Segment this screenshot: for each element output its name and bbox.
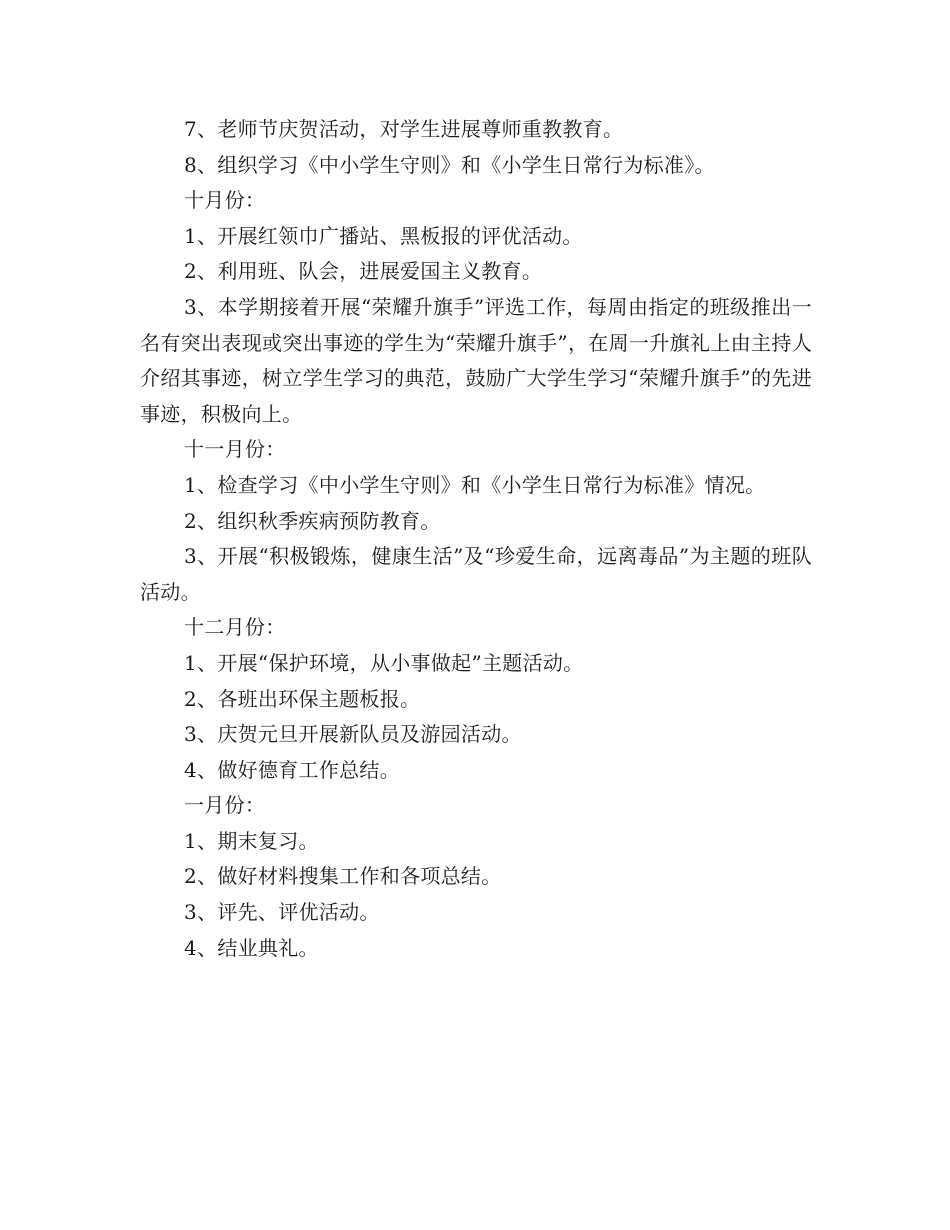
item-teachers-day: 7、老师节庆贺活动，对学生进展尊师重教教育。 [184, 117, 624, 141]
month-heading-october: 十月份： [184, 188, 266, 213]
item-oct-3: 3、本学期接着开展“荣耀升旗手”评选工作，每周由指定的班级推出一名有突出表现或突出事迹的学生为“荣耀升旗手”，在周一升旗礼上由主持人介绍其事迹，树立学生学习的典范，鼓励广大学生学习“荣耀升旗手”的先进事迹，积极向上。 [140, 294, 812, 426]
item-dec-2: 2、各班出环保主题板报。 [184, 686, 421, 711]
item-oct-2: 2、利用班、队会，进展爱国主义教育。 [184, 259, 543, 284]
item-jan-4: 4、结业典礼。 [184, 935, 319, 960]
document-body [140, 112, 812, 966]
month-heading-november: 十一月份： [184, 437, 286, 462]
month-heading-january: 一月份： [184, 793, 266, 818]
item-oct-1: 1、开展红领巾广播站、黑板报的评优活动。 [184, 223, 583, 248]
item-nov-3: 3、开展“积极锻炼，健康生活”及“珍爱生命，远离毒品”为主题的班队活动。 [140, 544, 812, 604]
item-study-rules: 8、组织学习《中小学生守则》和《小学生日常行为标准》。 [184, 152, 715, 177]
item-dec-3: 3、庆贺元旦开展新队员及游园活动。 [184, 722, 522, 747]
item-nov-1: 1、检查学习《中小学生守则》和《小学生日常行为标准》情况。 [184, 472, 766, 497]
item-jan-1: 1、期末复习。 [184, 828, 319, 853]
item-nov-2: 2、组织秋季疾病预防教育。 [184, 508, 441, 533]
item-jan-3: 3、评先、评优活动。 [184, 900, 380, 925]
month-heading-december: 十二月份： [184, 615, 286, 640]
item-jan-2: 2、做好材料搜集工作和各项总结。 [184, 864, 502, 889]
item-dec-4: 4、做好德育工作总结。 [184, 757, 401, 782]
item-dec-1: 1、开展“保护环境，从小事做起”主题活动。 [184, 650, 584, 675]
